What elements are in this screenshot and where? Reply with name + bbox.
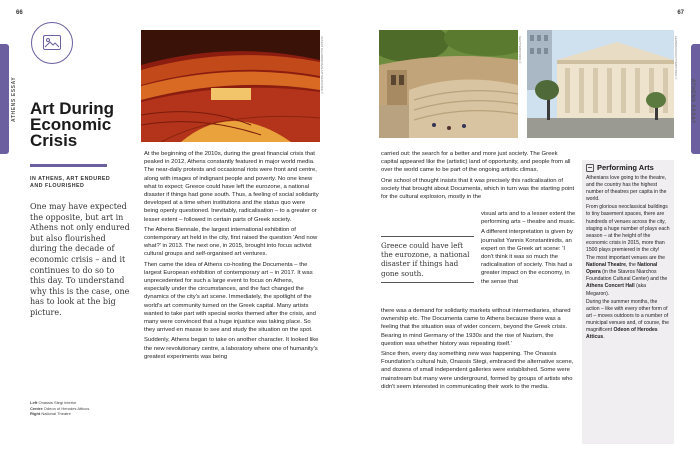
paragraph: there was a demand for solidarity markets without intermediaries, shared ownership etc. The Documenta came to Athens because there was a feeling that the situation was of wider concern, beyond the Greek crisis. Bearing in mind Germany of the 1930s and the rise of Nazism, the question was whether history was repeating itself.' bbox=[381, 308, 571, 347]
paragraph: A different interpretation is given by journalist Yannis Konstantinidis, an expert on the Greek art scene: 'I don't think it was so much the radicalisation of society. This had a greater impact on the economy, in the sense that bbox=[481, 229, 573, 285]
sidebar-paragraph: During the summer months, the action – like with every other form of art – moves outdoors to a number of municipal venues and, of course, the magnificent Odeon of Herodes Atticus. bbox=[586, 298, 669, 341]
article-title: Art During Economic Crisis bbox=[30, 99, 115, 150]
caption-right: Right National Theatre bbox=[30, 411, 71, 417]
paragraph: One school of thought insists that it was precisely this radicalisation of society that brought about Documenta, which in turn was the starting point for the cultural explosion, mostly in the bbox=[381, 177, 575, 201]
sidebar-performing-arts bbox=[582, 160, 674, 444]
paragraph: At the beginning of the 2010s, during the great financial crisis that peaked in 2012, Athens constantly featured in major world media. The near-daily protests and occasional riots were front and centre, along with images of indignant people and poverty. No one knew what to expect; Greece could have left the eurozone, a national disaster if things had gone south. Thus, a feeling of social solidarity developed at a time when institutions and the status quo were being openly questioned. Inevitably, radicalisation – to a greater or lesser extent – followed in certain parts of Greek society. bbox=[144, 151, 319, 223]
body-column-2-bottom bbox=[381, 307, 576, 393]
section-tab-left bbox=[0, 44, 9, 154]
photo-credit-3: LEONIDAS/SHUTTERSTOCK © bbox=[674, 36, 678, 80]
photo-onassis-stegi-interior bbox=[141, 30, 320, 142]
sidebar-paragraph: From glorious neoclassical buildings to tiny basement spaces, there are hundreds of venues across the city, staging a huge number of plays each season – at the height of the economic crisis in 2015, more than 1500 plays premiered in the city! bbox=[586, 204, 670, 253]
paragraph: Suddenly, Athens began to take on another character. It looked like the new revolutionary centre, a laboratory where one of humanity's greatest experiments was being bbox=[144, 337, 319, 360]
sidebar-paragraph: The most important venues are the National Theatre, the National Opera (in the Stavros Niarchos Foundation Cultural Center) and the Athens Concert Hall (aka Megaron). bbox=[586, 255, 668, 297]
section-label-right: ATHENS ESSAY bbox=[689, 78, 695, 124]
photo-odeon-herodes-atticus bbox=[379, 30, 518, 138]
photo-credit-2: SHUTTERSTOCK © bbox=[518, 36, 522, 64]
section-label-left: ATHENS ESSAY bbox=[11, 76, 17, 122]
sidebar-paragraph: Athenians love going to the theatre, and the country has the highest number of theatres per capita in the world. bbox=[586, 175, 667, 203]
page-number-right: 67 bbox=[677, 10, 684, 16]
article-intro: One may have expected the opposite, but art in Athens not only endured but also flourished during the decade of economic crisis – and it continues to do so to this day. To understand why this is the case, one has to look at the big picture. bbox=[30, 202, 130, 317]
caption-left: Left Onassis Stegi interior bbox=[30, 400, 77, 405]
art-gallery-icon bbox=[31, 22, 73, 64]
body-column-2-top bbox=[381, 150, 576, 203]
caption-centre: Centre Odeon of Herodes Atticus bbox=[30, 405, 90, 411]
pull-quote: Greece could have left the eurozone, a national disaster if things had gone south. bbox=[381, 236, 474, 283]
photo-captions bbox=[30, 400, 130, 417]
article-subhead: IN ATHENS, ART ENDURED AND FLOURISHED bbox=[30, 176, 111, 189]
photo-credit-1: VASILIS KALOGIROS/SHUTTERSTOCK © bbox=[320, 36, 324, 94]
sidebar-title: Performing Arts bbox=[597, 163, 654, 172]
paragraph: visual arts and to a lesser extent the performing arts – theatre and music. bbox=[481, 211, 576, 226]
body-column-2-inset bbox=[481, 210, 576, 288]
title-rule bbox=[30, 164, 107, 167]
paragraph: Then came the idea of Athens co-hosting the Documenta – the largest European exhibition of contemporary art – in 2017. It was unprecedented for such a large event to focus on Athens, especially under the circumstances, and the fact changed the dynamics of the city's art scene. Immediately, the spotlight of the world's art community turned on the Greek capital. Many artists wanted to take part with special works themed after the crisis, and many were convinced that a huge injustice was taking place. So they arrived en masse to see and study the situation on the spot. bbox=[144, 261, 316, 334]
photo-national-theatre bbox=[527, 30, 674, 138]
paragraph: carried out: the search for a better and more just society. The Greek capital appeared like the (artistic) land of opportunity, and people from all over the world came to be part of the ongoing artistic climax. bbox=[381, 151, 571, 174]
page-number-left: 66 bbox=[16, 10, 23, 16]
paragraph: Since then, every day something new was happening. The Onassis Foundation's cultural hub, Onassis Stegi, embraced the alternative scene, and dozens of small independent galleries were established. Some were mainstream but many were underground, formed by groups of artists who didn't seem interested in communicating their work to the media. bbox=[381, 351, 574, 390]
paragraph: The Athens Biennale, the largest international exhibition of contemporary art held in the city, first raised the question 'And now what?' in 2013. The next one, in 2015, brought into focus activist cultural groups and self-organised art ventures. bbox=[144, 226, 318, 258]
sidebar-box-icon bbox=[586, 164, 594, 172]
body-column-1 bbox=[144, 150, 319, 363]
